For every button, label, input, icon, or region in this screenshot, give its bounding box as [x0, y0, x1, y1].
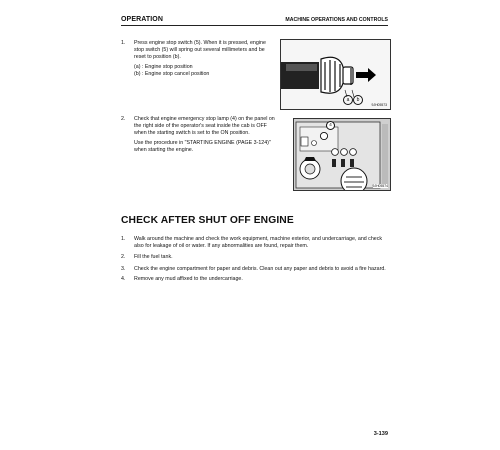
step-text: Press engine stop switch (5). When it is pressed, engine stop switch (5) will spring out several millimeters and be reset to position (b).: [134, 40, 266, 60]
figure-emergency-stop-lamp: [293, 118, 391, 191]
step-text: Remove any mud affixed to the undercarriage.: [134, 276, 243, 282]
step-text: Fill the fuel tank.: [134, 254, 173, 260]
step-number: 3.: [121, 266, 126, 272]
step-text: Check the engine compartment for paper and debris. Clean out any paper and debris to avoid a fire hazard.: [134, 266, 386, 272]
step-number: 1.: [121, 236, 126, 242]
sub-item-b: (b) : Engine stop cancel position: [134, 70, 210, 77]
step-number: 4.: [121, 276, 126, 282]
figure-code: 9JH05573: [371, 103, 387, 107]
figure-code: 9JH05574: [372, 184, 388, 188]
step-number: 2.: [121, 116, 126, 122]
header-chapter: MACHINE OPERATIONS AND CONTROLS: [285, 17, 388, 23]
header-section: OPERATION: [121, 16, 163, 23]
step-text: Check that engine emergency stop lamp (4) on the panel on the right side of the operator's seat inside the cab is OFF when the starting switch is set to the ON position.: [134, 116, 275, 136]
sub-item-a: (a) : Engine stop position: [134, 63, 193, 70]
step-number: 2.: [121, 254, 126, 260]
figure-engine-stop-switch: [280, 39, 391, 110]
callout-4: 4: [326, 121, 335, 130]
section-title: CHECK AFTER SHUT OFF ENGINE: [121, 215, 294, 226]
step-text: Walk around the machine and check the work equipment, machine exterior, and undercarriage, and check also for leakage of oil or water. If any abnormalities are found, repair them.: [134, 236, 383, 249]
page-number: 3-139: [373, 431, 388, 437]
engine-stop-switch-illustration: [281, 40, 390, 109]
step-extra-text: Use the procedure in "STARTING ENGINE (PAGE 3-124)" when starting the engine.: [134, 139, 271, 153]
callout-a: a: [343, 95, 353, 105]
callout-b: b: [353, 95, 363, 105]
header-rule: [121, 25, 388, 26]
step-number: 1.: [121, 40, 126, 46]
control-panel-illustration: [294, 119, 390, 190]
